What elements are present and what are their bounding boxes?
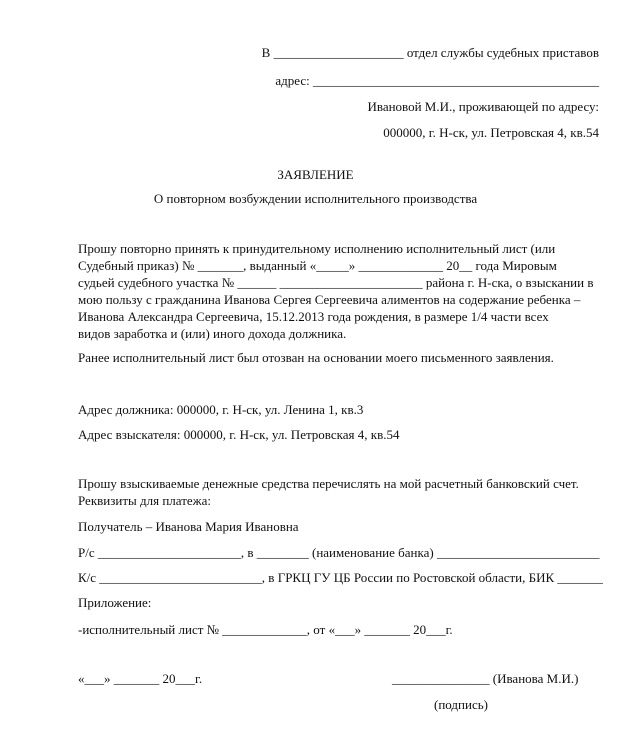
payment-details-label: Реквизиты для платежа: <box>78 493 212 508</box>
document-subtitle: О повторном возбуждении исполнительного производства <box>153 191 478 206</box>
signature-caption: (подпись) <box>434 697 488 712</box>
attachment-item: -исполнительный лист № _____________, от «___» _______ 20___г. <box>78 622 453 637</box>
revocation-note: Ранее исполнительный лист был отозван на основании моего письменного заявления. <box>78 350 554 365</box>
paragraph-line: Прошу повторно принять к принудительному исполнению исполнительный лист (или <box>78 241 556 256</box>
attachment-label: Приложение: <box>78 595 152 610</box>
paragraph-line: Судебный приказ) № _______, выданный «_____» _____________ 20__ года Мировым <box>78 258 557 273</box>
claimant-address: Адрес взыскателя: 000000, г. Н-ск, ул. Петровская 4, кв.54 <box>78 427 400 442</box>
header-sender-address: 000000, г. Н-ск, ул. Петровская 4, кв.54 <box>383 125 599 140</box>
debtor-address: Адрес должника: 000000, г. Н-ск, ул. Ленина 1, кв.3 <box>78 402 364 417</box>
paragraph-line: судьей судебного участка № ______ ______________________ района г. Н-ска, о взыскании в <box>78 275 594 290</box>
document-title: ЗАЯВЛЕНИЕ <box>277 167 354 182</box>
signature-line: _______________ (Иванова М.И.) <box>392 671 579 686</box>
header-sender-line: Ивановой М.И., проживающей по адресу: <box>367 99 599 114</box>
date-line: «___» _______ 20___г. <box>78 671 203 686</box>
recipient-line: Получатель – Иванова Мария Ивановна <box>78 519 299 534</box>
payment-request-line: Прошу взыскиваемые денежные средства перечислять на мой расчетный банковский счет. <box>78 476 579 491</box>
paragraph-line: Иванова Александра Сергеевича, 15.12.2013 года рождения, в размере 1/4 части всех <box>78 309 549 324</box>
corr-account-line: К/с _________________________, в ГРКЦ ГУ ЦБ России по Ростовской области, БИК _______ <box>78 570 603 585</box>
header-address-line: адрес: ____________________________________________ <box>275 73 599 88</box>
header-recipient-line: В ____________________ отдел службы судебных приставов <box>261 45 599 60</box>
paragraph-line: мою пользу с гражданина Иванова Сергея Сергеевича алиментов на содержание ребенка – <box>78 292 581 307</box>
account-line: Р/с ______________________, в ________ (наименование банка) _________________________ <box>78 545 600 560</box>
paragraph-line: видов заработка и (или) иного дохода должника. <box>78 326 347 341</box>
